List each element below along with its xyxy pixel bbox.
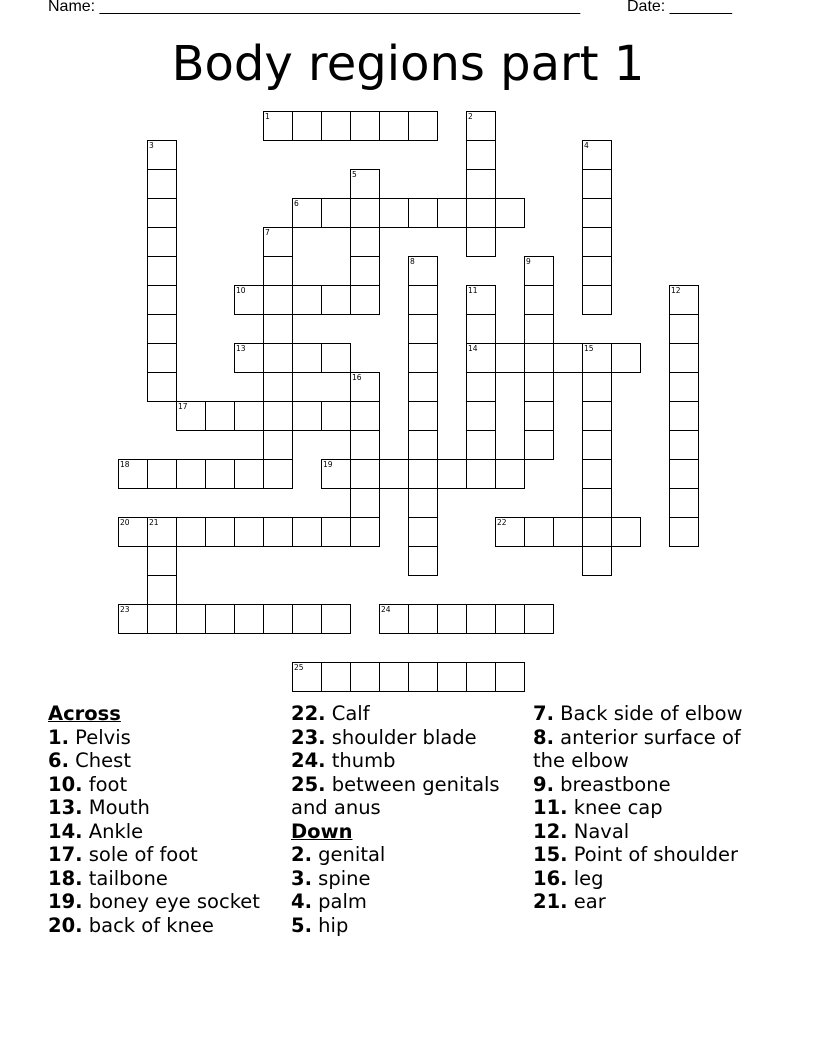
clue-number: 23 bbox=[120, 605, 130, 614]
clue-number-label: 17. bbox=[48, 843, 83, 866]
grid-cell[interactable] bbox=[669, 372, 699, 402]
grid-cell[interactable] bbox=[379, 111, 409, 141]
clue-text: between genitals and anus bbox=[291, 772, 500, 819]
across-clue bbox=[291, 702, 523, 726]
grid-cell[interactable] bbox=[147, 517, 177, 547]
grid-cell[interactable] bbox=[466, 604, 496, 634]
grid-cell[interactable] bbox=[495, 459, 525, 489]
clue-number-label: 6. bbox=[48, 749, 69, 772]
grid-cell[interactable] bbox=[582, 140, 612, 170]
grid-cell[interactable] bbox=[147, 314, 177, 344]
grid-cell[interactable] bbox=[466, 140, 496, 170]
grid-cell[interactable] bbox=[147, 343, 177, 373]
grid-cell[interactable] bbox=[147, 256, 177, 286]
clue-text: tailbone bbox=[82, 866, 168, 890]
clue-text: foot bbox=[82, 772, 128, 796]
clue-number-label: 18. bbox=[48, 866, 83, 890]
clue-number: 25 bbox=[294, 663, 304, 672]
clue-number: 22 bbox=[497, 518, 507, 527]
grid-cell[interactable] bbox=[263, 227, 293, 257]
down-heading: Down bbox=[291, 819, 353, 843]
clue-text: anterior surface of the elbow bbox=[533, 725, 741, 772]
down-clue bbox=[291, 843, 523, 867]
down-clue bbox=[533, 773, 765, 797]
grid-cell[interactable] bbox=[118, 517, 148, 547]
grid-cell[interactable] bbox=[408, 546, 438, 576]
grid-cell[interactable] bbox=[147, 285, 177, 315]
grid-cell[interactable] bbox=[582, 285, 612, 315]
clue-text: ear bbox=[567, 890, 606, 913]
grid-cell[interactable] bbox=[582, 546, 612, 576]
clue-text: genital bbox=[311, 843, 386, 866]
clue-number-label: 25. bbox=[291, 772, 326, 796]
grid-cell[interactable] bbox=[292, 662, 322, 692]
grid-cell[interactable] bbox=[379, 662, 409, 692]
grid-cell[interactable] bbox=[495, 517, 525, 547]
across-clue bbox=[48, 867, 280, 891]
clue-text: back of knee bbox=[82, 913, 214, 937]
clue-number: 18 bbox=[120, 460, 130, 469]
grid-cell[interactable] bbox=[350, 662, 380, 692]
grid-cell[interactable] bbox=[263, 343, 293, 373]
grid-cell[interactable] bbox=[582, 256, 612, 286]
clue-number-label: 1. bbox=[48, 725, 69, 749]
clue-number-label: 3. bbox=[291, 866, 312, 890]
clue-number: 9 bbox=[526, 257, 531, 266]
grid-cell[interactable] bbox=[176, 517, 206, 547]
grid-cell[interactable] bbox=[669, 459, 699, 489]
grid-cell[interactable] bbox=[466, 198, 496, 228]
across-clue bbox=[291, 773, 523, 820]
across-clue bbox=[48, 773, 280, 797]
grid-cell[interactable] bbox=[466, 285, 496, 315]
grid-cell[interactable] bbox=[553, 517, 583, 547]
grid-cell[interactable] bbox=[524, 604, 554, 634]
grid-cell[interactable] bbox=[582, 343, 612, 373]
grid-cell[interactable] bbox=[379, 198, 409, 228]
grid-cell[interactable] bbox=[611, 517, 641, 547]
grid-cell[interactable] bbox=[350, 111, 380, 141]
grid-cell[interactable] bbox=[321, 401, 351, 431]
grid-cell[interactable] bbox=[292, 111, 322, 141]
clue-text: breastbone bbox=[553, 772, 671, 796]
grid-cell[interactable] bbox=[234, 285, 264, 315]
clue-number: 1 bbox=[265, 112, 270, 121]
grid-cell[interactable] bbox=[263, 430, 293, 460]
clue-text: thumb bbox=[325, 749, 396, 772]
across-clue bbox=[291, 726, 523, 750]
grid-cell[interactable] bbox=[408, 401, 438, 431]
grid-cell[interactable] bbox=[263, 285, 293, 315]
clue-number-label: 7. bbox=[533, 702, 554, 725]
grid-cell[interactable] bbox=[263, 111, 293, 141]
grid-cell[interactable] bbox=[408, 314, 438, 344]
clue-number: 12 bbox=[671, 286, 681, 295]
clue-text: boney eye socket bbox=[82, 890, 260, 913]
grid-cell[interactable] bbox=[321, 198, 351, 228]
name-field-label: Name: ______________________________________________________ bbox=[48, 0, 581, 15]
grid-cell[interactable] bbox=[408, 372, 438, 402]
clue-text: Mouth bbox=[82, 796, 150, 819]
grid-cell[interactable] bbox=[205, 459, 235, 489]
grid-cell[interactable] bbox=[408, 198, 438, 228]
grid-cell[interactable] bbox=[176, 459, 206, 489]
clue-text: Ankle bbox=[82, 819, 144, 843]
grid-cell[interactable] bbox=[350, 401, 380, 431]
grid-cell[interactable] bbox=[234, 459, 264, 489]
across-clue bbox=[48, 914, 280, 938]
grid-cell[interactable] bbox=[321, 517, 351, 547]
grid-cell[interactable] bbox=[176, 401, 206, 431]
grid-cell[interactable] bbox=[437, 662, 467, 692]
clue-number: 2 bbox=[468, 112, 473, 121]
grid-cell[interactable] bbox=[495, 662, 525, 692]
down-clue bbox=[533, 820, 765, 844]
down-clue bbox=[533, 726, 765, 773]
clue-number: 19 bbox=[323, 460, 333, 469]
clue-number: 17 bbox=[178, 402, 188, 411]
clue-number: 7 bbox=[265, 228, 270, 237]
clue-number-label: 24. bbox=[291, 749, 326, 772]
grid-cell[interactable] bbox=[321, 343, 351, 373]
across-heading: Across bbox=[48, 702, 121, 725]
grid-cell[interactable] bbox=[292, 517, 322, 547]
clue-number-label: 13. bbox=[48, 796, 83, 819]
grid-cell[interactable] bbox=[582, 372, 612, 402]
grid-cell[interactable] bbox=[669, 285, 699, 315]
across-clue bbox=[48, 820, 280, 844]
down-clue bbox=[533, 843, 765, 867]
grid-cell[interactable] bbox=[234, 604, 264, 634]
clue-number: 15 bbox=[584, 344, 594, 353]
grid-cell[interactable] bbox=[466, 662, 496, 692]
grid-cell[interactable] bbox=[466, 111, 496, 141]
clue-text: sole of foot bbox=[82, 843, 198, 866]
grid-cell[interactable] bbox=[582, 401, 612, 431]
across-clue bbox=[48, 843, 280, 867]
grid-cell[interactable] bbox=[147, 459, 177, 489]
grid-cell[interactable] bbox=[408, 604, 438, 634]
grid-cell[interactable] bbox=[582, 430, 612, 460]
clue-number-label: 12. bbox=[533, 819, 568, 843]
down-clue bbox=[291, 867, 523, 891]
clue-text: spine bbox=[311, 866, 371, 890]
grid-cell[interactable] bbox=[234, 517, 264, 547]
grid-cell[interactable] bbox=[350, 169, 380, 199]
clue-text: shoulder blade bbox=[325, 725, 477, 749]
grid-cell[interactable] bbox=[495, 198, 525, 228]
grid-cell[interactable] bbox=[524, 343, 554, 373]
clue-number-label: 4. bbox=[291, 890, 312, 913]
clue-number: 14 bbox=[468, 344, 478, 353]
clue-number: 16 bbox=[352, 373, 362, 382]
down-clue bbox=[291, 890, 523, 914]
grid-cell[interactable] bbox=[495, 604, 525, 634]
grid-cell[interactable] bbox=[408, 285, 438, 315]
clue-number: 3 bbox=[149, 141, 154, 150]
grid-cell[interactable] bbox=[582, 198, 612, 228]
grid-cell[interactable] bbox=[408, 662, 438, 692]
across-clue bbox=[48, 796, 280, 820]
grid-cell[interactable] bbox=[437, 604, 467, 634]
grid-cell[interactable] bbox=[321, 459, 351, 489]
grid-cell[interactable] bbox=[321, 285, 351, 315]
grid-cell[interactable] bbox=[669, 430, 699, 460]
clue-number: 5 bbox=[352, 170, 357, 179]
clue-number-label: 21. bbox=[533, 890, 568, 913]
grid-cell[interactable] bbox=[495, 343, 525, 373]
grid-cell[interactable] bbox=[147, 140, 177, 170]
grid-cell[interactable] bbox=[611, 343, 641, 373]
clue-number-label: 19. bbox=[48, 890, 83, 913]
grid-cell[interactable] bbox=[524, 256, 554, 286]
grid-cell[interactable] bbox=[350, 488, 380, 518]
grid-cell[interactable] bbox=[524, 372, 554, 402]
grid-cell[interactable] bbox=[379, 604, 409, 634]
down-clue bbox=[533, 890, 765, 914]
grid-cell[interactable] bbox=[292, 343, 322, 373]
grid-cell[interactable] bbox=[408, 517, 438, 547]
grid-cell[interactable] bbox=[524, 430, 554, 460]
grid-cell[interactable] bbox=[350, 227, 380, 257]
grid-cell[interactable] bbox=[524, 285, 554, 315]
grid-cell[interactable] bbox=[437, 198, 467, 228]
grid-cell[interactable] bbox=[350, 198, 380, 228]
grid-cell[interactable] bbox=[466, 459, 496, 489]
grid-cell[interactable] bbox=[408, 459, 438, 489]
grid-cell[interactable] bbox=[350, 256, 380, 286]
clue-number-label: 8. bbox=[533, 725, 554, 749]
grid-cell[interactable] bbox=[669, 488, 699, 518]
grid-cell[interactable] bbox=[263, 256, 293, 286]
clue-number-label: 23. bbox=[291, 725, 326, 749]
grid-cell[interactable] bbox=[408, 256, 438, 286]
clue-number-label: 22. bbox=[291, 702, 326, 725]
clue-text: Pelvis bbox=[68, 725, 131, 749]
grid-cell[interactable] bbox=[669, 314, 699, 344]
clue-text: leg bbox=[567, 866, 604, 890]
clue-column-3 bbox=[533, 702, 765, 914]
grid-cell[interactable] bbox=[205, 604, 235, 634]
across-clue bbox=[48, 749, 280, 773]
grid-cell[interactable] bbox=[408, 430, 438, 460]
grid-cell[interactable] bbox=[350, 372, 380, 402]
clue-number-label: 14. bbox=[48, 819, 83, 843]
grid-cell[interactable] bbox=[147, 227, 177, 257]
grid-cell[interactable] bbox=[466, 372, 496, 402]
clue-text: Naval bbox=[567, 819, 630, 843]
grid-cell[interactable] bbox=[147, 198, 177, 228]
clue-number: 6 bbox=[294, 199, 299, 208]
grid-cell[interactable] bbox=[292, 604, 322, 634]
clue-number: 21 bbox=[149, 518, 159, 527]
clue-text: Point of shoulder bbox=[567, 843, 738, 866]
grid-cell[interactable] bbox=[118, 604, 148, 634]
grid-cell[interactable] bbox=[118, 459, 148, 489]
grid-cell[interactable] bbox=[147, 372, 177, 402]
clue-number: 20 bbox=[120, 518, 130, 527]
grid-cell[interactable] bbox=[466, 430, 496, 460]
clue-column-1 bbox=[48, 702, 280, 937]
clue-number-label: 20. bbox=[48, 913, 83, 937]
clue-number-label: 9. bbox=[533, 772, 554, 796]
clue-text: palm bbox=[311, 890, 367, 913]
grid-cell[interactable] bbox=[321, 662, 351, 692]
grid-cell[interactable] bbox=[147, 604, 177, 634]
across-clue bbox=[48, 890, 280, 914]
grid-cell[interactable] bbox=[466, 314, 496, 344]
clue-text: Calf bbox=[325, 702, 370, 725]
grid-cell[interactable] bbox=[350, 430, 380, 460]
grid-cell[interactable] bbox=[321, 111, 351, 141]
grid-cell[interactable] bbox=[147, 169, 177, 199]
down-clue bbox=[533, 867, 765, 891]
grid-cell[interactable] bbox=[263, 372, 293, 402]
grid-cell[interactable] bbox=[582, 227, 612, 257]
clue-number-label: 2. bbox=[291, 843, 312, 866]
clue-number-label: 15. bbox=[533, 843, 568, 866]
grid-cell[interactable] bbox=[466, 227, 496, 257]
clue-number-label: 16. bbox=[533, 866, 568, 890]
grid-cell[interactable] bbox=[379, 459, 409, 489]
grid-cell[interactable] bbox=[263, 459, 293, 489]
grid-cell[interactable] bbox=[292, 198, 322, 228]
clue-text: knee cap bbox=[567, 796, 663, 819]
grid-cell[interactable] bbox=[408, 343, 438, 373]
grid-cell[interactable] bbox=[582, 517, 612, 547]
grid-cell[interactable] bbox=[234, 401, 264, 431]
grid-cell[interactable] bbox=[582, 459, 612, 489]
clue-number: 13 bbox=[236, 344, 246, 353]
clue-text: Chest bbox=[68, 749, 131, 772]
clue-number-label: 11. bbox=[533, 796, 568, 819]
grid-cell[interactable] bbox=[524, 517, 554, 547]
grid-cell[interactable] bbox=[350, 285, 380, 315]
grid-cell[interactable] bbox=[292, 285, 322, 315]
down-clue bbox=[533, 702, 765, 726]
grid-cell[interactable] bbox=[205, 401, 235, 431]
across-clue bbox=[291, 749, 523, 773]
clue-column-2 bbox=[291, 702, 523, 937]
grid-cell[interactable] bbox=[350, 517, 380, 547]
grid-cell[interactable] bbox=[234, 343, 264, 373]
clue-number: 24 bbox=[381, 605, 391, 614]
grid-cell[interactable] bbox=[292, 401, 322, 431]
grid-cell[interactable] bbox=[321, 604, 351, 634]
clue-number: 4 bbox=[584, 141, 589, 150]
grid-cell[interactable] bbox=[524, 314, 554, 344]
grid-cell[interactable] bbox=[582, 169, 612, 199]
grid-cell[interactable] bbox=[466, 401, 496, 431]
clue-text: Back side of elbow bbox=[553, 702, 743, 725]
grid-cell[interactable] bbox=[408, 111, 438, 141]
across-clue bbox=[48, 726, 280, 750]
grid-cell[interactable] bbox=[263, 517, 293, 547]
page-title: Body regions part 1 bbox=[171, 36, 645, 92]
grid-cell[interactable] bbox=[263, 604, 293, 634]
grid-cell[interactable] bbox=[582, 488, 612, 518]
grid-cell[interactable] bbox=[263, 401, 293, 431]
grid-cell[interactable] bbox=[176, 604, 206, 634]
grid-cell[interactable] bbox=[669, 401, 699, 431]
clue-text: hip bbox=[311, 913, 349, 937]
grid-cell[interactable] bbox=[408, 488, 438, 518]
clue-number: 10 bbox=[236, 286, 246, 295]
grid-cell[interactable] bbox=[524, 401, 554, 431]
grid-cell[interactable] bbox=[669, 343, 699, 373]
clue-number: 8 bbox=[410, 257, 415, 266]
clue-number-label: 5. bbox=[291, 913, 312, 937]
grid-cell[interactable] bbox=[466, 343, 496, 373]
grid-cell[interactable] bbox=[205, 517, 235, 547]
grid-cell[interactable] bbox=[350, 459, 380, 489]
clue-number-label: 10. bbox=[48, 772, 83, 796]
date-field-label: Date: _______ bbox=[627, 0, 732, 15]
grid-cell[interactable] bbox=[466, 169, 496, 199]
clue-number: 11 bbox=[468, 286, 478, 295]
grid-cell[interactable] bbox=[147, 575, 177, 605]
grid-cell[interactable] bbox=[437, 459, 467, 489]
grid-cell[interactable] bbox=[669, 517, 699, 547]
grid-cell[interactable] bbox=[263, 314, 293, 344]
down-clue bbox=[291, 914, 523, 938]
down-clue bbox=[533, 796, 765, 820]
grid-cell[interactable] bbox=[147, 546, 177, 576]
grid-cell[interactable] bbox=[553, 343, 583, 373]
